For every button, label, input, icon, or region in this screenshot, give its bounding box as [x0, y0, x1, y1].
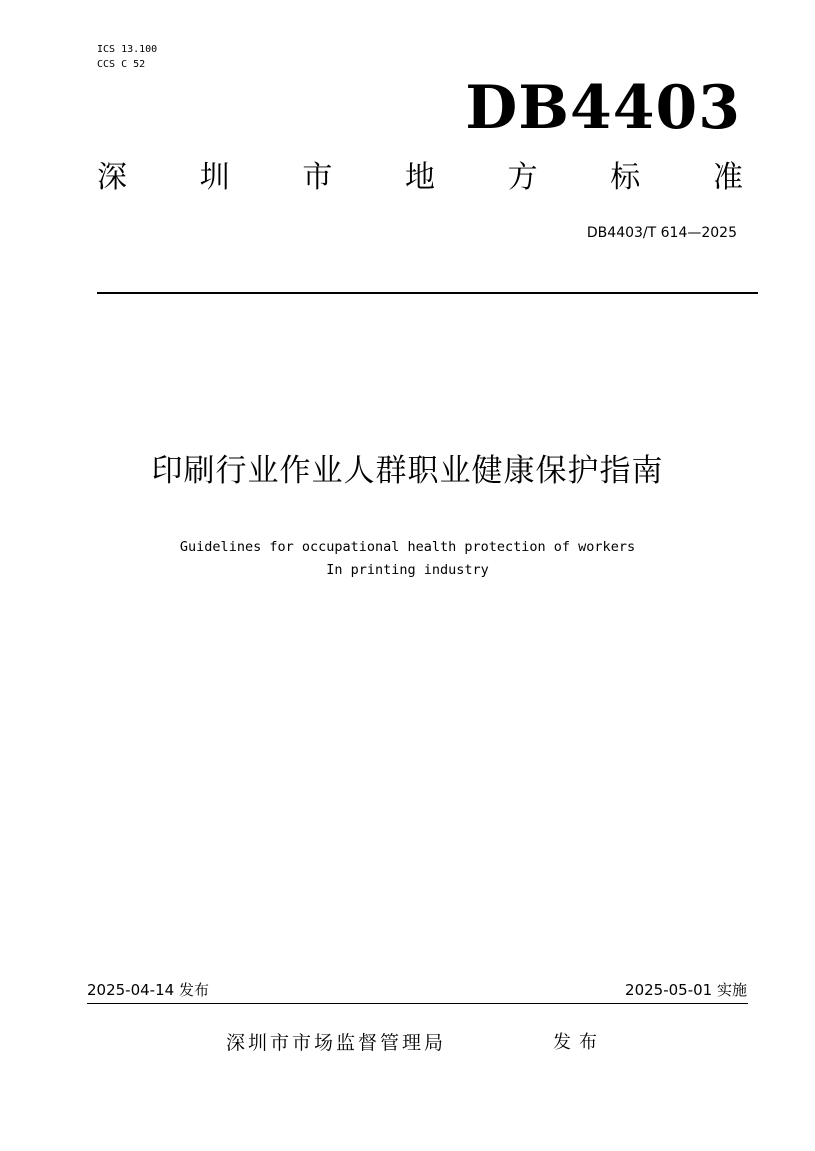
- ics-block: [97, 42, 157, 72]
- standard-type-char: 标: [610, 160, 641, 195]
- bottom-divider: [87, 1003, 748, 1004]
- standard-code-logo: DB4403: [465, 73, 741, 143]
- english-title-line-2: In printing industry: [326, 562, 489, 578]
- standard-type-char: 市: [302, 160, 333, 195]
- standard-number: DB4403/T 614—2025: [586, 225, 737, 241]
- standard-type-char: 圳: [199, 160, 230, 195]
- standard-type-char: 方: [507, 160, 538, 195]
- standard-type-char: 地: [404, 160, 435, 195]
- standard-type-char: 深: [97, 160, 127, 195]
- issue-date: 2025-04-14 发布: [87, 981, 209, 999]
- standard-type-char: 准: [712, 160, 743, 195]
- document-title-english: [0, 536, 815, 582]
- issuing-authority: 深圳市市场监督管理局: [226, 1032, 447, 1054]
- document-title-chinese: 印刷行业作业人群职业健康保护指南: [151, 453, 664, 489]
- standard-type: [97, 158, 743, 198]
- issue-label: 发布: [553, 1032, 605, 1053]
- ccs-code: CCS C 52: [97, 59, 146, 70]
- english-title-line-1: Guidelines for occupational health protection of workers: [179, 539, 636, 555]
- top-divider: [97, 292, 758, 294]
- ics-code: ICS 13.100: [97, 44, 158, 55]
- implementation-date: 2025-05-01 实施: [625, 981, 747, 999]
